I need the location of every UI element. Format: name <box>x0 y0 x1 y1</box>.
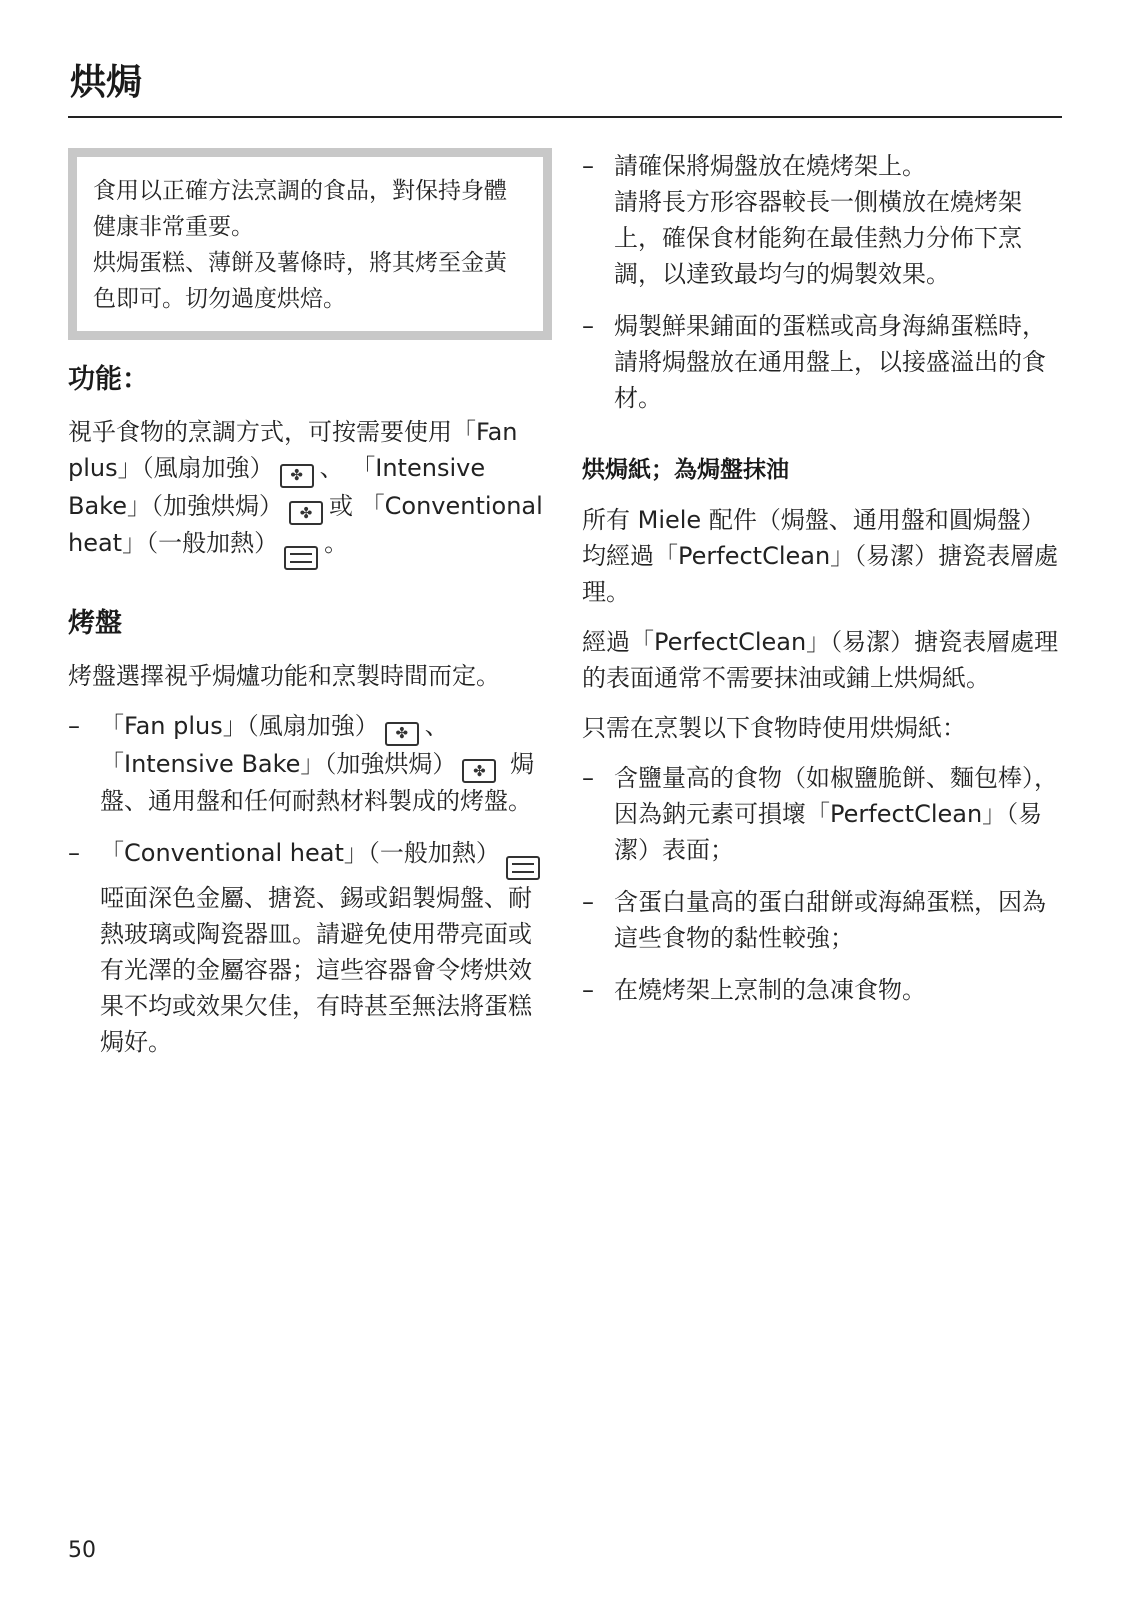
list-item <box>582 148 1062 292</box>
tray-bullet-1-text-3: 焗盤、通用盤和任何耐熱材料製成的烤盤。 <box>100 749 535 815</box>
functions-text-2: 「Intensive Bake」（加強烘焗） <box>68 454 486 520</box>
notice-box <box>68 148 552 340</box>
tray-bullet-1-text-2: 「Intensive Bake」（加強烘焗） <box>100 749 457 778</box>
paper-paragraph-3: 只需在烹製以下食物時使用烘焗紙： <box>582 714 966 742</box>
tray-bullet-2-text-2: 啞面深色金屬、搪瓷、錫或鋁製焗盤、耐熱玻璃或陶瓷器皿。請避免使用帶亮面或有光澤的金屬容器；這些容器會令烤烘效果不均或效果欠佳，有時甚至無法將蛋糕焗好。 <box>100 884 532 1056</box>
placement-list <box>582 148 1062 416</box>
bullet-dash: – <box>68 712 80 740</box>
paper-paragraph-2: 經過「PerfectClean」（易潔）搪瓷表層處理的表面通常不需要抹油或鋪上烘焗紙。 <box>582 628 1059 692</box>
paper-heading: 烘焗紙；為焗盤抹油 <box>582 457 789 483</box>
bullet-dash: – <box>582 976 594 1004</box>
bullet-dash: – <box>582 764 594 792</box>
functions-text <box>68 414 552 570</box>
title-divider <box>68 116 1062 118</box>
paper-bullet-3-text: 在燒烤架上烹制的急凍食物。 <box>614 976 926 1004</box>
paper-list <box>582 760 1062 1008</box>
intensive-bake-icon: ✤ <box>289 501 323 525</box>
tray-bullet-2-text-1: 「Conventional heat」（一般加熱） <box>100 839 500 867</box>
notice-line-1: 食用以正確方法烹調的食品，對保持身體健康非常重要。 <box>93 178 507 240</box>
fan-plus-icon: ✤ <box>385 722 419 746</box>
list-item <box>68 835 552 1060</box>
paper-bullet-2-text: 含蛋白量高的蛋白甜餅或海綿蛋糕，因為這些食物的黏性較強； <box>614 888 1046 952</box>
functions-heading: 功能： <box>68 364 149 395</box>
bullet-dash: – <box>582 312 594 340</box>
functions-sep-1: 、 <box>319 454 344 482</box>
bullet-dash: – <box>582 888 594 916</box>
trays-list <box>68 708 552 1060</box>
placement-bullet-2-line-1: 焗製鮮果鋪面的蛋糕或高身海綿蛋糕時，請將焗盤放在通用盤上，以接盛溢出的食材。 <box>614 312 1046 412</box>
tray-bullet-1-text-1: 「Fan plus」（風扇加強） <box>100 712 379 740</box>
fan-plus-icon: ✤ <box>280 464 314 488</box>
conventional-heat-icon <box>506 856 540 880</box>
placement-bullet-1-line-2: 請將長方形容器較長一側橫放在燒烤架上，確保食材能夠在最佳熱力分佈下烹調，以達致最均勻的焗製效果。 <box>614 188 1022 288</box>
list-item <box>582 760 1062 868</box>
functions-text-3: 「Conventional heat」（一般加熱） <box>68 491 543 557</box>
right-column <box>582 148 1062 1024</box>
intensive-bake-icon: ✤ <box>462 759 496 783</box>
placement-bullet-1-line-1: 請確保將焗盤放在燒烤架上。 <box>614 152 926 180</box>
bullet-dash: – <box>582 152 594 180</box>
left-column <box>68 148 552 1076</box>
list-item <box>68 708 552 819</box>
list-item <box>582 884 1062 956</box>
trays-intro: 烤盤選擇視乎焗爐功能和烹製時間而定。 <box>68 662 500 690</box>
bullet-dash: – <box>68 839 80 867</box>
page-title: 烘焗 <box>70 62 143 103</box>
notice-line-2: 烘焗蛋糕、薄餅及薯條時，將其烤至金黃色即可。切勿過度烘焙。 <box>93 250 507 312</box>
list-item <box>582 972 1062 1008</box>
paper-bullet-1-text: 含鹽量高的食物（如椒鹽脆餅、麵包棒），因為鈉元素可損壞「PerfectClean」（易潔）表面； <box>614 764 1058 864</box>
functions-sep-2: 或 <box>328 491 353 520</box>
conventional-heat-icon <box>284 546 318 570</box>
trays-heading: 烤盤 <box>68 608 122 639</box>
paper-paragraph-1: 所有 Miele 配件（焗盤、通用盤和圓焗盤）均經過「PerfectClean」（易潔）搪瓷表層處理。 <box>582 506 1059 606</box>
tray-bullet-1-sep: 、 <box>424 712 449 740</box>
functions-text-1: 視乎食物的烹調方式，可按需要使用「Fan plus」（風扇加強） <box>68 418 518 482</box>
page-number: 50 <box>68 1538 96 1563</box>
list-item <box>582 308 1062 416</box>
functions-end: 。 <box>324 529 349 557</box>
